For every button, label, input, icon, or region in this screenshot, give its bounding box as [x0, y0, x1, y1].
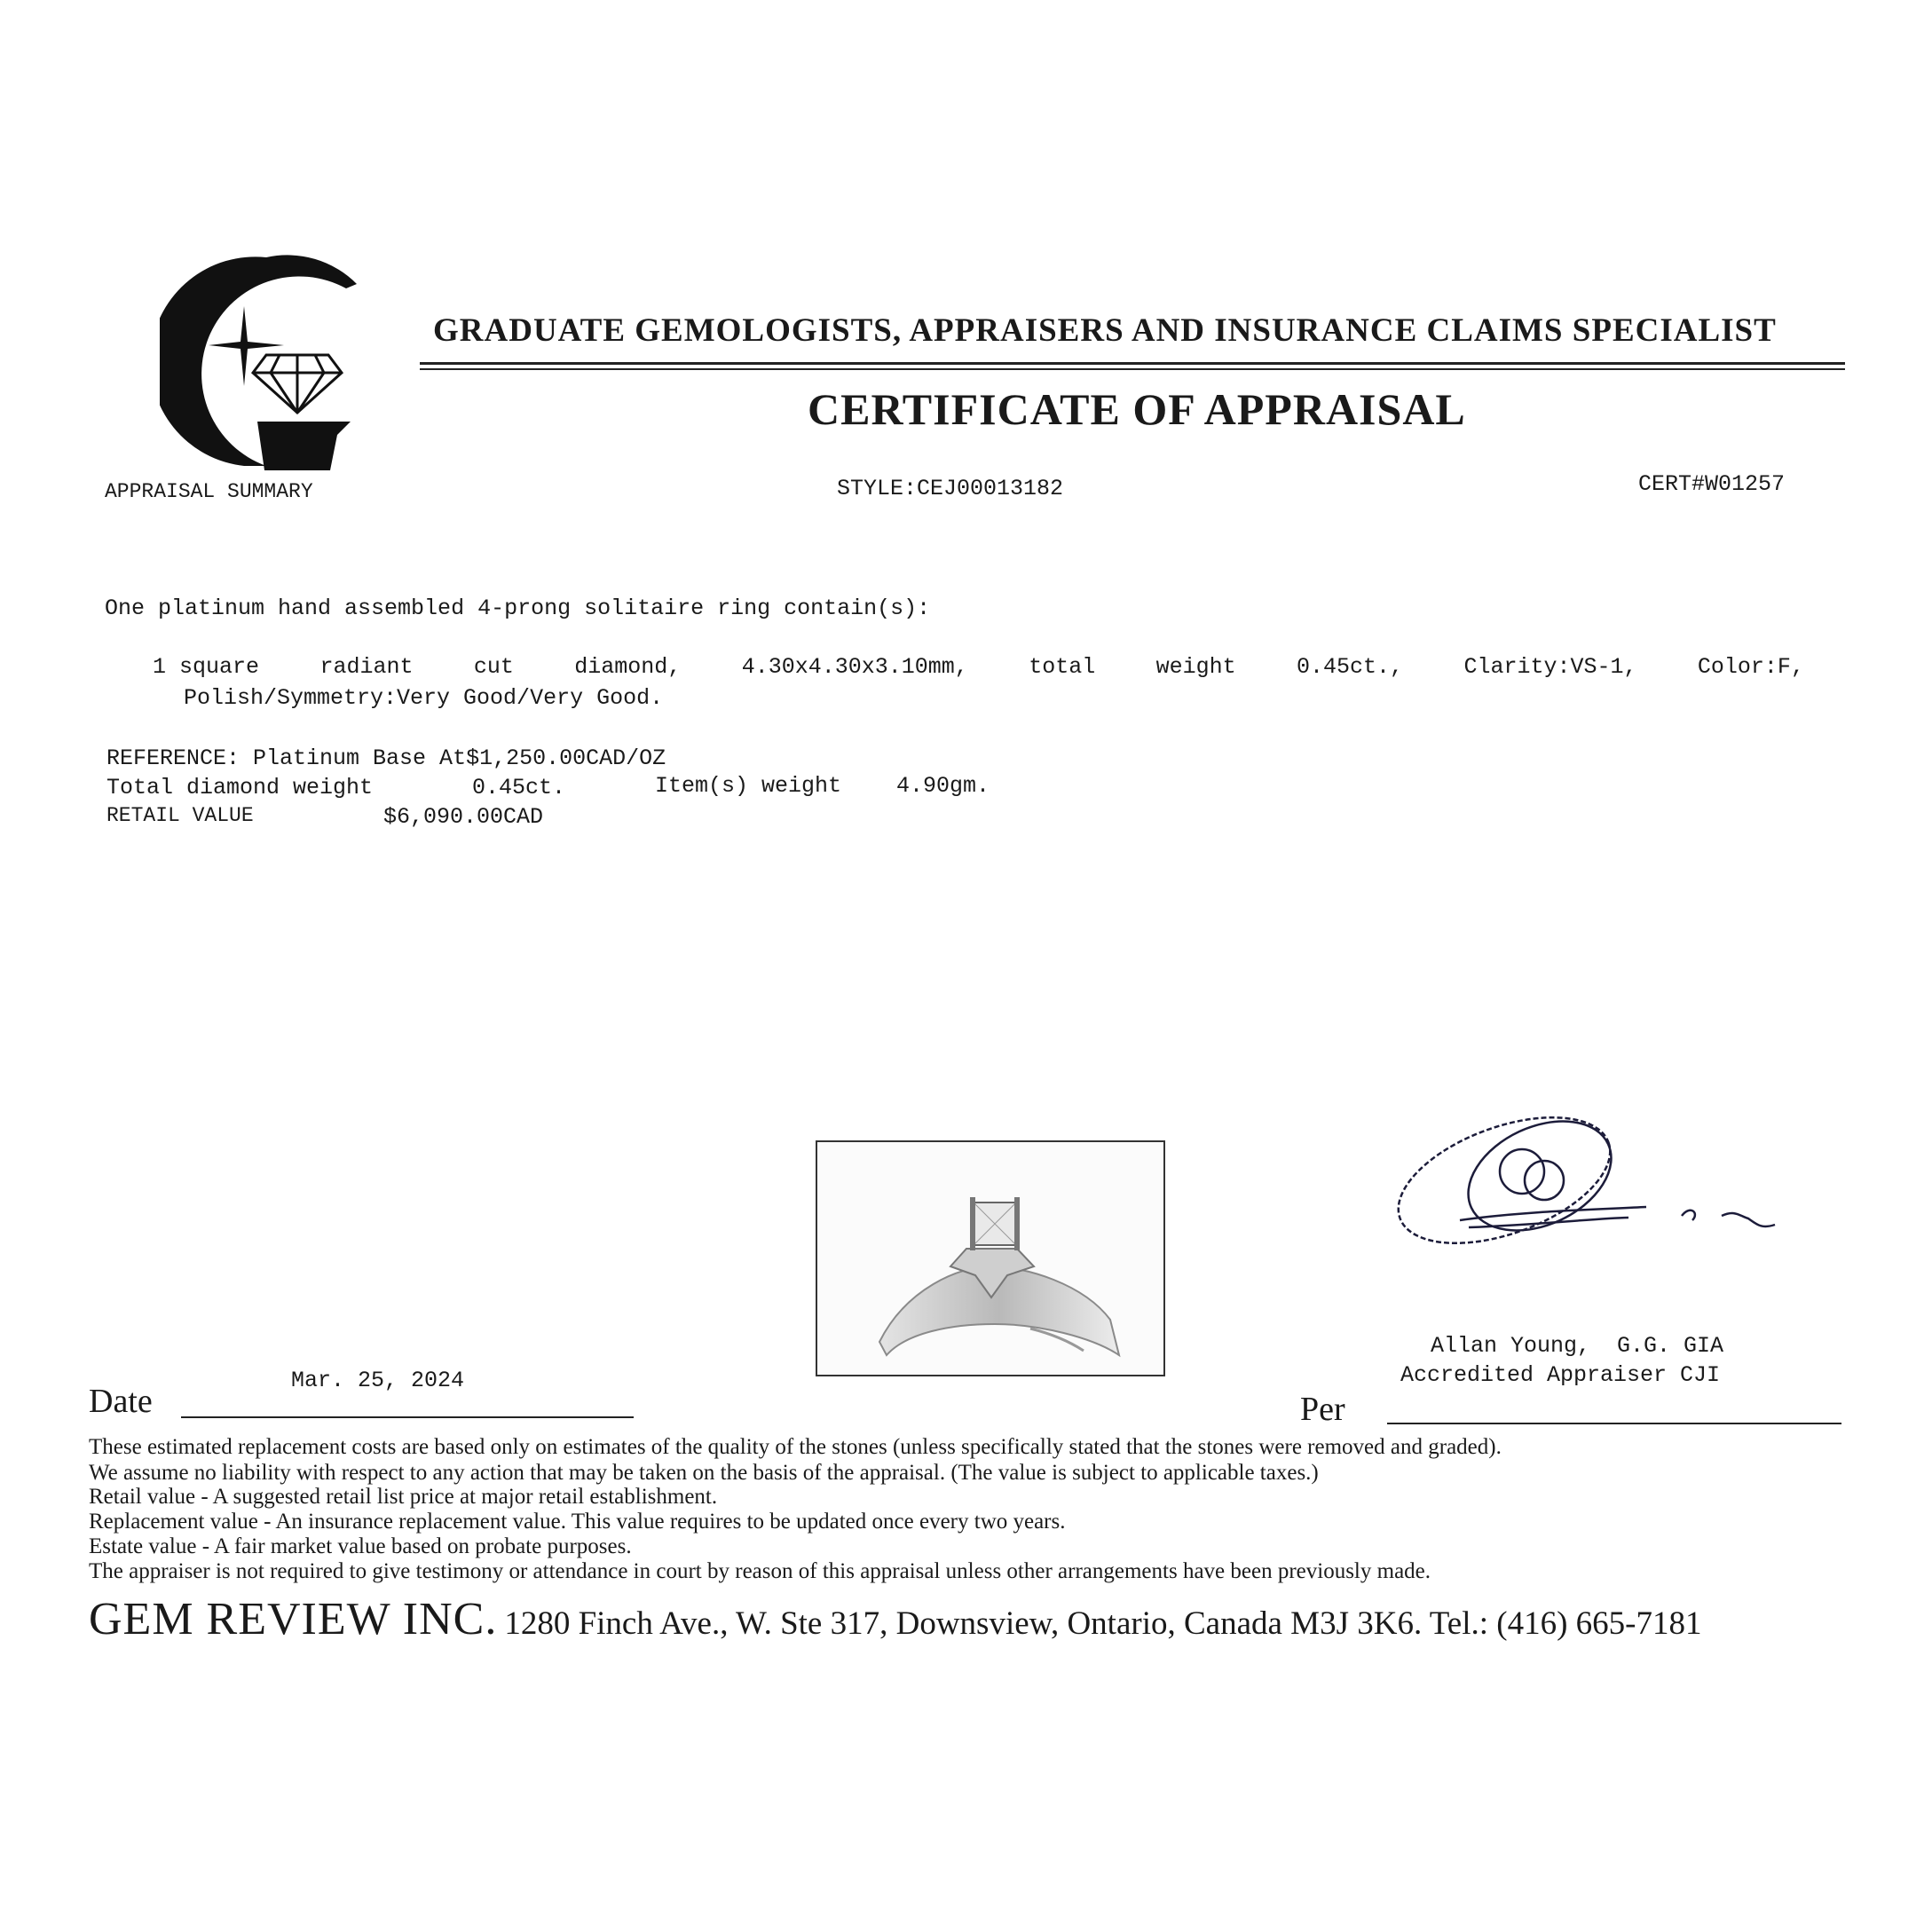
appraiser-name: Allan Young, G.G. GIA	[1431, 1333, 1724, 1359]
company-name: GEM REVIEW INC.	[89, 1594, 498, 1644]
stone-word: total	[1029, 654, 1096, 680]
total-diamond-weight-label: Total diamond weight	[106, 775, 374, 800]
per-label: Per	[1300, 1391, 1345, 1428]
ring-photo	[816, 1140, 1165, 1376]
appraisal-summary-label: APPRAISAL SUMMARY	[105, 480, 313, 503]
gem-review-logo-icon	[160, 253, 364, 475]
stone-word: Clarity:VS-1,	[1463, 654, 1637, 680]
style-number: STYLE:CEJ00013182	[837, 476, 1064, 501]
date-value: Mar. 25, 2024	[291, 1368, 465, 1393]
per-line	[1387, 1423, 1841, 1424]
item-weight-value: 4.90gm.	[896, 773, 990, 799]
company-address: 1280 Finch Ave., W. Ste 317, Downsview, Ontario, Canada M3J 3K6. Tel.: (416) 665-7181	[504, 1605, 1702, 1642]
appraiser-title: Accredited Appraiser CJI	[1400, 1362, 1721, 1388]
disclaimer-line: These estimated replacement costs are based only on estimates of the quality of the stones (unless specifically stated that the stones were removed and graded).	[89, 1435, 1502, 1459]
page-title: CERTIFICATE OF APPRAISAL	[808, 384, 1466, 434]
company-footer	[89, 1593, 1702, 1645]
disclaimer-line: Estate value - A fair market value based on probate purposes.	[89, 1534, 632, 1558]
header-divider	[420, 362, 1845, 370]
stone-word: radiant	[319, 654, 414, 680]
ring-illustration	[817, 1142, 1163, 1375]
signature-icon	[1380, 1105, 1815, 1265]
item-weight-label: Item(s) weight	[655, 773, 842, 799]
stone-word: 0.45ct.,	[1297, 654, 1404, 680]
cert-number: CERT#W01257	[1638, 471, 1786, 497]
platinum-reference: REFERENCE: Platinum Base At$1,250.00CAD/OZ	[106, 745, 666, 771]
stone-word: weight	[1155, 654, 1236, 680]
polish-symmetry: Polish/Symmetry:Very Good/Very Good.	[184, 685, 664, 711]
stone-description	[153, 654, 1804, 680]
retail-value-label: RETAIL VALUE	[106, 804, 254, 827]
tagline: GRADUATE GEMOLOGISTS, APPRAISERS AND INSURANCE CLAIMS SPECIALIST	[433, 312, 1777, 349]
stone-word: cut	[473, 654, 514, 680]
retail-value: $6,090.00CAD	[383, 804, 544, 830]
date-label: Date	[89, 1383, 153, 1420]
disclaimer-line: Replacement value - An insurance replacement value. This value requires to be updated once every two years.	[89, 1510, 1066, 1534]
disclaimer-line: The appraiser is not required to give testimony or attendance in court by reason of this appraisal unless other arrangements have been previously made.	[89, 1559, 1431, 1583]
stone-word: diamond,	[574, 654, 682, 680]
disclaimer-line: We assume no liability with respect to any action that may be taken on the basis of the appraisal. (The value is subject to applicable taxes.)	[89, 1461, 1319, 1485]
item-intro: One platinum hand assembled 4-prong solitaire ring contain(s):	[105, 595, 931, 621]
date-line	[181, 1416, 634, 1418]
stone-word: Color:F,	[1697, 654, 1804, 680]
disclaimer-line: Retail value - A suggested retail list price at major retail establishment.	[89, 1485, 718, 1509]
stone-word: 1 square	[153, 654, 260, 680]
stone-word: 4.30x4.30x3.10mm,	[741, 654, 968, 680]
total-diamond-weight-value: 0.45ct.	[472, 775, 566, 800]
